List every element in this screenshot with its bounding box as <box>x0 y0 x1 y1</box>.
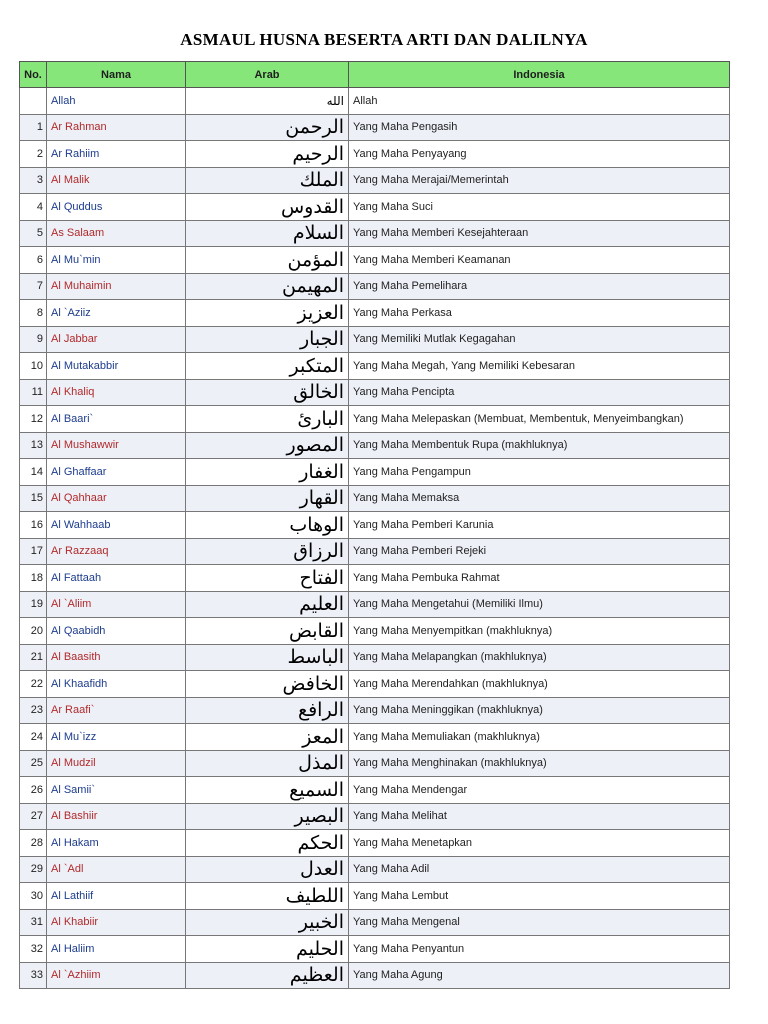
cell-arab: العظيم <box>186 962 349 989</box>
cell-nama: Al Wahhaab <box>47 512 186 539</box>
cell-indonesia: Yang Maha Pemberi Rejeki <box>349 538 730 565</box>
cell-nama: Al Jabbar <box>47 326 186 353</box>
cell-no: 26 <box>20 777 47 804</box>
table-row <box>20 538 730 565</box>
cell-arab: السلام <box>186 220 349 247</box>
cell-nama: Ar Rahman <box>47 114 186 141</box>
table-row <box>20 962 730 989</box>
table-row <box>20 591 730 618</box>
cell-indonesia: Yang Maha Megah, Yang Memiliki Kebesaran <box>349 353 730 380</box>
table-row <box>20 618 730 645</box>
cell-indonesia: Yang Maha Perkasa <box>349 300 730 327</box>
cell-arab: الحليم <box>186 936 349 963</box>
cell-arab: المهيمن <box>186 273 349 300</box>
cell-nama: Al Mudzil <box>47 750 186 777</box>
cell-indonesia: Yang Maha Lembut <box>349 883 730 910</box>
cell-indonesia: Yang Maha Penyayang <box>349 141 730 168</box>
table-row <box>20 406 730 433</box>
cell-arab: المؤمن <box>186 247 349 274</box>
table-row <box>20 936 730 963</box>
cell-no: 12 <box>20 406 47 433</box>
cell-nama: Al Malik <box>47 167 186 194</box>
table-row <box>20 485 730 512</box>
cell-no: 30 <box>20 883 47 910</box>
cell-arab: المعز <box>186 724 349 751</box>
table-row <box>20 353 730 380</box>
cell-arab: الخبير <box>186 909 349 936</box>
cell-indonesia: Yang Maha Suci <box>349 194 730 221</box>
cell-arab: المتكبر <box>186 353 349 380</box>
table-row <box>20 432 730 459</box>
table-row <box>20 512 730 539</box>
cell-arab: الله <box>186 88 349 115</box>
cell-indonesia: Yang Maha Penyantun <box>349 936 730 963</box>
cell-indonesia: Yang Maha Melepaskan (Membuat, Membentuk, Menyeimbangkan) <box>349 406 730 433</box>
cell-arab: الخالق <box>186 379 349 406</box>
table-row <box>20 856 730 883</box>
cell-nama: Al Lathiif <box>47 883 186 910</box>
cell-nama: Al Khaliq <box>47 379 186 406</box>
cell-arab: الوهاب <box>186 512 349 539</box>
cell-arab: العليم <box>186 591 349 618</box>
cell-nama: Al Khabiir <box>47 909 186 936</box>
cell-nama: Al `Azhiim <box>47 962 186 989</box>
table-row <box>20 883 730 910</box>
cell-indonesia: Yang Maha Menetapkan <box>349 830 730 857</box>
table-row <box>20 300 730 327</box>
table-row <box>20 114 730 141</box>
cell-indonesia: Yang Maha Mengenal <box>349 909 730 936</box>
cell-no: 20 <box>20 618 47 645</box>
table-row <box>20 750 730 777</box>
cell-arab: القهار <box>186 485 349 512</box>
cell-nama: Al Baasith <box>47 644 186 671</box>
cell-no: 16 <box>20 512 47 539</box>
cell-no: 9 <box>20 326 47 353</box>
cell-arab: الحكم <box>186 830 349 857</box>
cell-no: 5 <box>20 220 47 247</box>
cell-arab: المصور <box>186 432 349 459</box>
header-nama: Nama <box>47 62 186 88</box>
table-row <box>20 777 730 804</box>
cell-arab: الفتاح <box>186 565 349 592</box>
cell-no: 3 <box>20 167 47 194</box>
cell-arab: المذل <box>186 750 349 777</box>
cell-nama: Al `Aliim <box>47 591 186 618</box>
cell-nama: Al Mu`min <box>47 247 186 274</box>
table-row <box>20 326 730 353</box>
cell-nama: Al Haliim <box>47 936 186 963</box>
cell-no: 8 <box>20 300 47 327</box>
cell-arab: الباسط <box>186 644 349 671</box>
cell-indonesia: Yang Maha Menghinakan (makhluknya) <box>349 750 730 777</box>
cell-indonesia: Yang Maha Menyempitkan (makhluknya) <box>349 618 730 645</box>
cell-no: 22 <box>20 671 47 698</box>
table-row <box>20 830 730 857</box>
cell-indonesia: Yang Maha Membentuk Rupa (makhluknya) <box>349 432 730 459</box>
cell-no: 13 <box>20 432 47 459</box>
cell-arab: الرزاق <box>186 538 349 565</box>
cell-nama: Ar Razzaaq <box>47 538 186 565</box>
cell-arab: البارئ <box>186 406 349 433</box>
cell-no: 15 <box>20 485 47 512</box>
cell-arab: الغفار <box>186 459 349 486</box>
cell-arab: الجبار <box>186 326 349 353</box>
cell-no: 17 <box>20 538 47 565</box>
cell-indonesia: Yang Maha Pemelihara <box>349 273 730 300</box>
cell-nama: Al Bashiir <box>47 803 186 830</box>
cell-arab: القدوس <box>186 194 349 221</box>
cell-no <box>20 88 47 115</box>
cell-no: 27 <box>20 803 47 830</box>
cell-no: 24 <box>20 724 47 751</box>
cell-no: 23 <box>20 697 47 724</box>
cell-arab: اللطيف <box>186 883 349 910</box>
table-row <box>20 644 730 671</box>
cell-arab: الملك <box>186 167 349 194</box>
cell-no: 10 <box>20 353 47 380</box>
table-row <box>20 565 730 592</box>
cell-indonesia: Yang Maha Memberi Keamanan <box>349 247 730 274</box>
cell-no: 4 <box>20 194 47 221</box>
cell-indonesia: Yang Memiliki Mutlak Kegagahan <box>349 326 730 353</box>
table-row <box>20 909 730 936</box>
cell-no: 14 <box>20 459 47 486</box>
header-no: No. <box>20 62 47 88</box>
cell-no: 32 <box>20 936 47 963</box>
asmaul-husna-table <box>19 61 730 989</box>
cell-indonesia: Allah <box>349 88 730 115</box>
cell-nama: Al `Aziiz <box>47 300 186 327</box>
cell-nama: Al Samii` <box>47 777 186 804</box>
cell-no: 31 <box>20 909 47 936</box>
cell-nama: Al Hakam <box>47 830 186 857</box>
cell-indonesia: Yang Maha Merajai/Memerintah <box>349 167 730 194</box>
table-row <box>20 671 730 698</box>
cell-indonesia: Yang Maha Pengasih <box>349 114 730 141</box>
table-row <box>20 220 730 247</box>
header-row <box>20 62 730 88</box>
cell-arab: الخافض <box>186 671 349 698</box>
table-row <box>20 459 730 486</box>
cell-no: 33 <box>20 962 47 989</box>
table-row <box>20 724 730 751</box>
cell-no: 28 <box>20 830 47 857</box>
cell-indonesia: Yang Maha Pencipta <box>349 379 730 406</box>
cell-nama: Ar Rahiim <box>47 141 186 168</box>
cell-arab: القابض <box>186 618 349 645</box>
cell-nama: Al Khaafidh <box>47 671 186 698</box>
cell-no: 25 <box>20 750 47 777</box>
cell-indonesia: Yang Maha Agung <box>349 962 730 989</box>
cell-indonesia: Yang Maha Melapangkan (makhluknya) <box>349 644 730 671</box>
table-row <box>20 273 730 300</box>
cell-nama: Allah <box>47 88 186 115</box>
cell-arab: الرحمن <box>186 114 349 141</box>
cell-indonesia: Yang Maha Mendengar <box>349 777 730 804</box>
table-row <box>20 697 730 724</box>
table-row <box>20 379 730 406</box>
cell-indonesia: Yang Maha Memuliakan (makhluknya) <box>349 724 730 751</box>
cell-indonesia: Yang Maha Pembuka Rahmat <box>349 565 730 592</box>
cell-no: 19 <box>20 591 47 618</box>
cell-no: 1 <box>20 114 47 141</box>
table-row <box>20 194 730 221</box>
cell-indonesia: Yang Maha Memberi Kesejahteraan <box>349 220 730 247</box>
cell-indonesia: Yang Maha Meninggikan (makhluknya) <box>349 697 730 724</box>
cell-no: 29 <box>20 856 47 883</box>
table-header <box>20 62 730 88</box>
cell-nama: Al Ghaffaar <box>47 459 186 486</box>
cell-arab: الرافع <box>186 697 349 724</box>
header-indonesia: Indonesia <box>349 62 730 88</box>
cell-no: 7 <box>20 273 47 300</box>
cell-arab: العدل <box>186 856 349 883</box>
cell-arab: العزيز <box>186 300 349 327</box>
cell-no: 2 <box>20 141 47 168</box>
cell-no: 11 <box>20 379 47 406</box>
cell-no: 6 <box>20 247 47 274</box>
cell-nama: Al Mutakabbir <box>47 353 186 380</box>
cell-indonesia: Yang Maha Memaksa <box>349 485 730 512</box>
cell-nama: Al Baari` <box>47 406 186 433</box>
cell-arab: الرحيم <box>186 141 349 168</box>
cell-indonesia: Yang Maha Adil <box>349 856 730 883</box>
cell-nama: Al Fattaah <box>47 565 186 592</box>
cell-arab: السميع <box>186 777 349 804</box>
table-row <box>20 803 730 830</box>
cell-indonesia: Yang Maha Pengampun <box>349 459 730 486</box>
cell-indonesia: Yang Maha Merendahkan (makhluknya) <box>349 671 730 698</box>
cell-no: 18 <box>20 565 47 592</box>
cell-indonesia: Yang Maha Pemberi Karunia <box>349 512 730 539</box>
cell-indonesia: Yang Maha Mengetahui (Memiliki Ilmu) <box>349 591 730 618</box>
table-row <box>20 141 730 168</box>
cell-nama: Al Qaabidh <box>47 618 186 645</box>
cell-nama: Al Quddus <box>47 194 186 221</box>
cell-nama: Al Mushawwir <box>47 432 186 459</box>
table-row <box>20 247 730 274</box>
cell-nama: Al Mu`izz <box>47 724 186 751</box>
page-title: ASMAUL HUSNA BESERTA ARTI DAN DALILNYA <box>180 30 588 49</box>
cell-nama: Al `Adl <box>47 856 186 883</box>
table-row <box>20 88 730 115</box>
table-body <box>20 88 730 989</box>
table-row <box>20 167 730 194</box>
cell-no: 21 <box>20 644 47 671</box>
cell-nama: Al Qahhaar <box>47 485 186 512</box>
cell-arab: البصير <box>186 803 349 830</box>
cell-nama: Ar Raafi` <box>47 697 186 724</box>
header-arab: Arab <box>186 62 349 88</box>
cell-nama: As Salaam <box>47 220 186 247</box>
cell-nama: Al Muhaimin <box>47 273 186 300</box>
cell-indonesia: Yang Maha Melihat <box>349 803 730 830</box>
